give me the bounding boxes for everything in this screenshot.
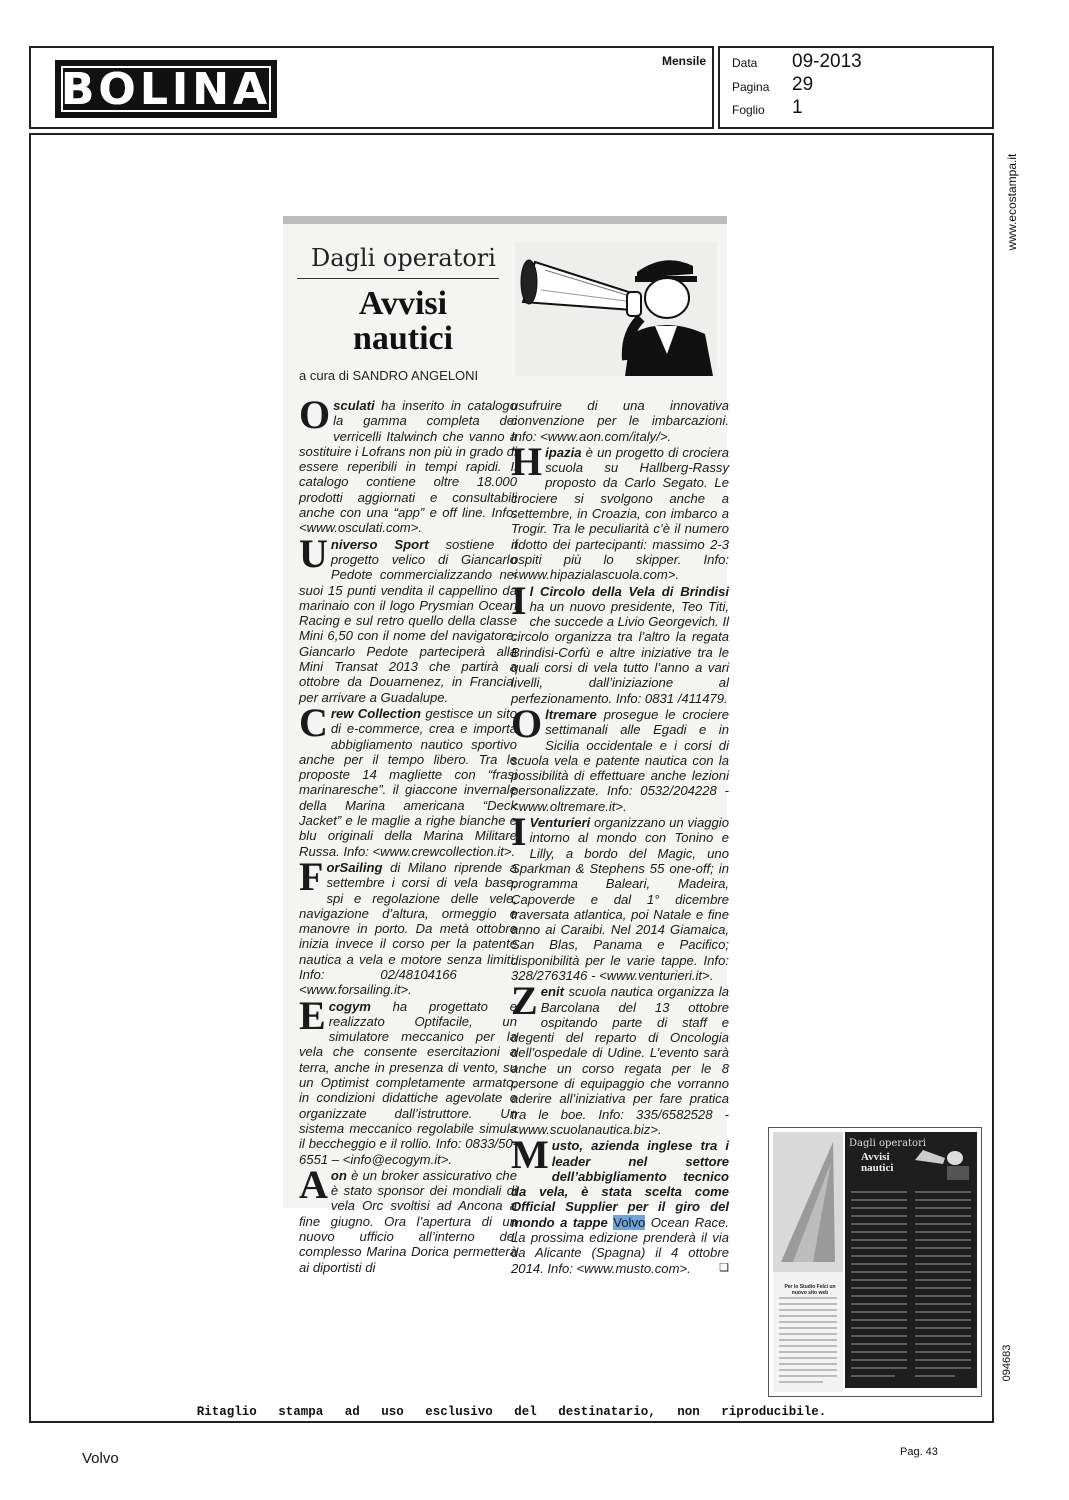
keyword-highlight: Volvo: [613, 1214, 646, 1230]
reproduction-notice: Ritaglio stampa ad uso esclusivo del destinatario, non riproducibile.: [196, 1405, 827, 1419]
thumbnail-article: Dagli operatori Avvisi nautici: [845, 1132, 977, 1388]
side-url: www.ecostampa.it: [1005, 153, 1019, 251]
right-column: [511, 398, 729, 1277]
byline: a cura di SANDRO ANGELONI: [299, 368, 479, 383]
notice-musto: Musto, azienda inglese tra i leader nel settore dell’abbigliamento tecnico da vela, è stata scelta come Official Supplier per il giro del mondo a tappe Volvo Ocean Race. La prossima edizione prenderà il via da Alicante (Spagna) il 4 ottobre 2014. Info: <www.musto.com>. ❑: [511, 1132, 729, 1276]
end-mark: ❑: [719, 1261, 729, 1274]
notice-zenit: Zenit scuola nautica organizza la Barcolana del 13 ottobre ospitando parte di staff e degenti del reparto di Oncologia dell’ospedale di Udine. L’evento sarà anche un corso regata per le 8 persone di equipaggio che vorranno aderire all’iniziativa per fare pratica tra le boe. Info: 335/6582528 - <www.scuolanautica.biz>.: [511, 978, 729, 1137]
data-value: 09-2013: [792, 51, 862, 72]
notice-crew-collection: Crew Collection gestisce un sito di e-commerce, crea e importa abbigliamento nautico sportivo anche per il tempo libero. Tra le proposte 14 magliette con “frasi marinaresche”. il giaccone invernale della Marina americana “Deck Jacket” e le maglie a righe bianche e blu originali della Marina Militare Russa. Info: <www.crewcollection.it>.: [299, 699, 517, 859]
search-keyword: Volvo: [82, 1450, 119, 1467]
thumbnail-left-page: [773, 1132, 843, 1392]
section-title: Dagli operatori: [311, 244, 496, 272]
notice-aon: Aon è un broker assicurativo che è stato sponsor dei mondiali di vela Orc svoltisi ad Ancona a fine giugno. Ora l’apertura di un nuovo ufficio all’interno del complesso Marina Dorica permetterà ai diportisti di: [299, 1161, 517, 1275]
pagina-label: Pagina: [732, 80, 770, 94]
notice-circolo-brindisi: Il Circolo della Vela di Brindisi ha un nuovo presidente, Teo Titi, che succede a Livio Georgevich. Il circolo organizza tra l’altro la regata Brindisi-Corfù e altre iniziative tra le quali corsi di vela tutto l’anno a vari livelli, dall’iniziazione al perfezionamento. Info: 0831 /411479.: [511, 577, 730, 706]
thumbnail-article-text: [845, 1132, 977, 1388]
article-headline: Avvisi nautici: [352, 285, 454, 357]
thumbnail-left-text: [773, 1292, 843, 1402]
notice-osculati: Osculati ha inserito in catalogo la gamma completa dei verricelli Italwinch che vanno a sostituire i Lofrans non più in grado di essere reperibili in tempi rapidi. Il catalogo contiene oltre 18.000 prodotti aggiornati e consultabili anche con una “app” e off line. Info: <www.osculati.com>.: [299, 392, 517, 536]
left-column: [299, 392, 517, 1276]
masthead-frame: [29, 46, 714, 129]
section-rule: [297, 278, 499, 279]
page-thumbnail: [768, 1127, 982, 1397]
periodicity-label: Mensile: [661, 54, 706, 68]
notice-oltremare: Oltremare prosegue le crociere settimanali alle Egadi e in Sicilia occidentale e i corsi di scuola vela e patente nautica con la possibilità di effettuare anche lezioni personalizzate. Info: 0532/204228 - <www.oltremare.it>.: [511, 700, 729, 814]
notice-hipazia: Hipazia è un progetto di crociera scuola su Hallberg-Rassy proposto da Carlo Segato. Le crociere si svolgono anche a settembre, in Croazia, con imbarco a Trogir. Tra le peculiarità c’è il numero ridotto dei partecipanti: massimo 2-3 ospiti più lo skipper. Info: <www.hipazialascuola.com>.: [511, 438, 729, 583]
notice-venturieri: I Venturieri organizzano un viaggio intorno al mondo con Tonino e Lilly, a bordo del Magic, uno Sparkman & Stephens 55 one-off; in programma Baleari, Madeira, Capoverde e dal 1° dicembre traversata atlantica, poi Natale e fine anno ai Caraibi. Nel 2014 Giamaica, San Blas, Panama e Pacifico; disponibilità per le varie tappe. Info: 328/2763146 - <www.venturieri.it>.: [511, 809, 729, 983]
metadata-frame: [718, 46, 994, 129]
notice-forsailing: ForSailing di Milano riprende a settembre i corsi di vela base, spi e regolazione delle vele, navigazione d’altura, ormeggio e manovre in porto. Da metà ottobre inizia invece il corso per la patente nautica a vela e motore senza limiti. Info: 02/48104166 - <www.forsailing.it>.: [299, 853, 517, 998]
article-clipping: [283, 216, 730, 1276]
data-label: Data: [732, 56, 758, 70]
clipping-top-bar: [283, 216, 727, 224]
foglio-label: Foglio: [732, 103, 765, 117]
foglio-value: 1: [792, 97, 803, 118]
notice-ecogym: Ecogym ha progettato e realizzato Optifacile, un simulatore meccanico per la vela che consente esercitazioni a terra, anche in presenza di vento, su un Optimist completamente armato, in condizioni didattiche agevolate e organizzate dall’istruttore. Un sistema meccanico regolabile simula il beccheggio e il rollio. Info: 0833/50-6551 – <info@ecogym.it>.: [299, 992, 517, 1167]
notice-aon-continued: usufruire di una innovativa convenzione per le imbarcazioni. Info: <www.aon.com/italy/>.: [511, 398, 729, 444]
notice-universo-sport: Universo Sport sostiene il progetto velico di Giancarlo Pedote commercializzando nei suoi 15 punti vendita il cappellino da marinaio con il logo Prysmian Ocean Racing e sul retro quello della classe Mini 6,50 con il nome del navigatore. Giancarlo Pedote parteciperà alla Mini Transat 2013 che partirà a ottobre da Douarnenez, in Francia, per arrivare a Guadalupe.: [299, 530, 517, 705]
side-code: 094683: [1001, 1344, 1013, 1382]
thumbnail-sail-photo: [773, 1132, 843, 1272]
pagina-value: 29: [792, 74, 814, 95]
page-number: Pag. 43: [900, 1446, 938, 1458]
megaphone-man-illustration: [515, 242, 717, 376]
thumbnail-box-title: Per lo Studio Felci un nuovo sito web: [784, 1284, 836, 1296]
bolina-logo: BOLINA: [55, 60, 277, 118]
